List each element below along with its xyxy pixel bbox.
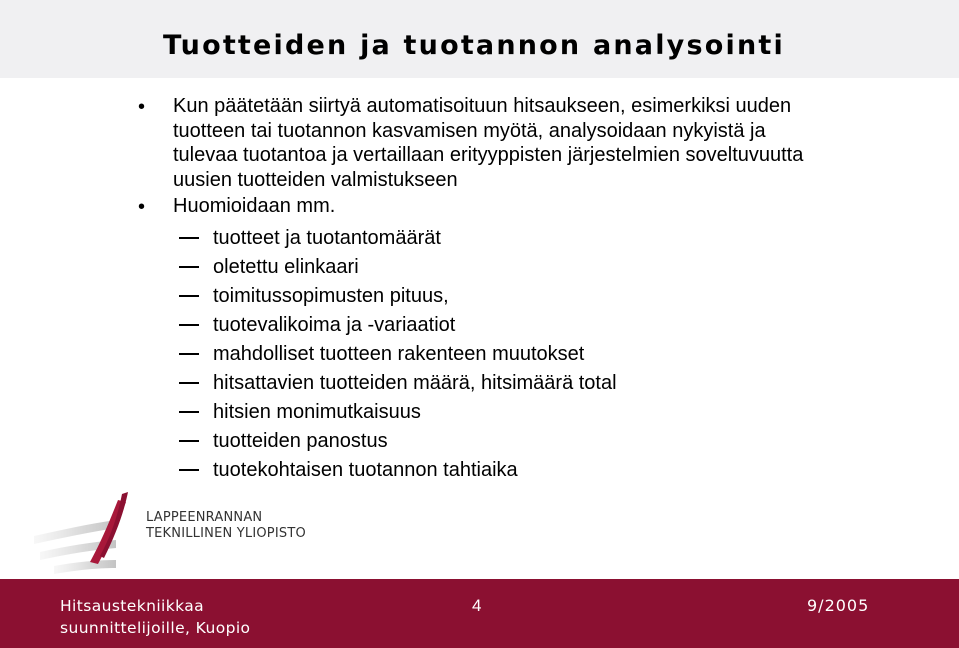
dash-marker — [179, 324, 199, 326]
slide-title: Tuotteiden ja tuotannon analysointi — [163, 30, 785, 61]
bullet-dot: • — [138, 96, 146, 118]
sub-item: tuotevalikoima ja -variaatiot — [213, 314, 456, 336]
dash-marker — [179, 295, 199, 297]
slide-footer — [0, 579, 959, 648]
dash-marker — [179, 382, 199, 384]
page-number: 4 — [472, 596, 482, 615]
footer-date: 9/2005 — [807, 596, 870, 615]
dash-marker — [179, 440, 199, 442]
sub-item: tuotteet ja tuotantomäärät — [213, 227, 441, 249]
bullet-line: tulevaa tuotantoa ja vertaillaan erityyppisten järjestelmien soveltuvuutta — [173, 144, 804, 167]
sub-item: toimitussopimusten pituus, — [213, 285, 449, 307]
dash-marker — [179, 469, 199, 471]
dash-marker — [179, 353, 199, 355]
footer-course-subtitle: suunnittelijoille, Kuopio — [60, 619, 251, 637]
sub-item: tuotekohtaisen tuotannon tahtiaika — [213, 459, 518, 481]
logo-line: LAPPEENRANNAN — [146, 510, 263, 525]
logo-line: TEKNILLINEN YLIOPISTO — [146, 526, 306, 541]
bullet-line: uusien tuotteiden valmistukseen — [173, 168, 458, 191]
sub-item: mahdolliset tuotteen rakenteen muutokset — [213, 343, 585, 365]
dash-marker — [179, 266, 199, 268]
bullet-text — [173, 94, 933, 192]
footer-course-info — [60, 595, 250, 639]
bullet-dot: • — [138, 196, 146, 218]
sub-item: tuotteiden panostus — [213, 430, 388, 452]
bullet-line: Kun päätetään siirtyä automatisoituun hitsaukseen, esimerkiksi uuden — [173, 95, 792, 117]
dash-marker — [179, 411, 199, 413]
logo-swoosh-icon — [32, 490, 142, 575]
footer-course-title: Hitsaustekniikkaa — [60, 597, 205, 615]
sub-item: hitsien monimutkaisuus — [213, 401, 421, 423]
bullet-text: Huomioidaan mm. — [173, 195, 336, 217]
bullet-line: tuotteen tai tuotannon kasvamisen myötä, analysoidaan nykyistä ja — [173, 119, 766, 142]
sub-item: oletettu elinkaari — [213, 256, 359, 278]
dash-marker — [179, 237, 199, 239]
university-logo — [32, 490, 306, 575]
sub-item: hitsattavien tuotteiden määrä, hitsimäärä total — [213, 372, 617, 394]
